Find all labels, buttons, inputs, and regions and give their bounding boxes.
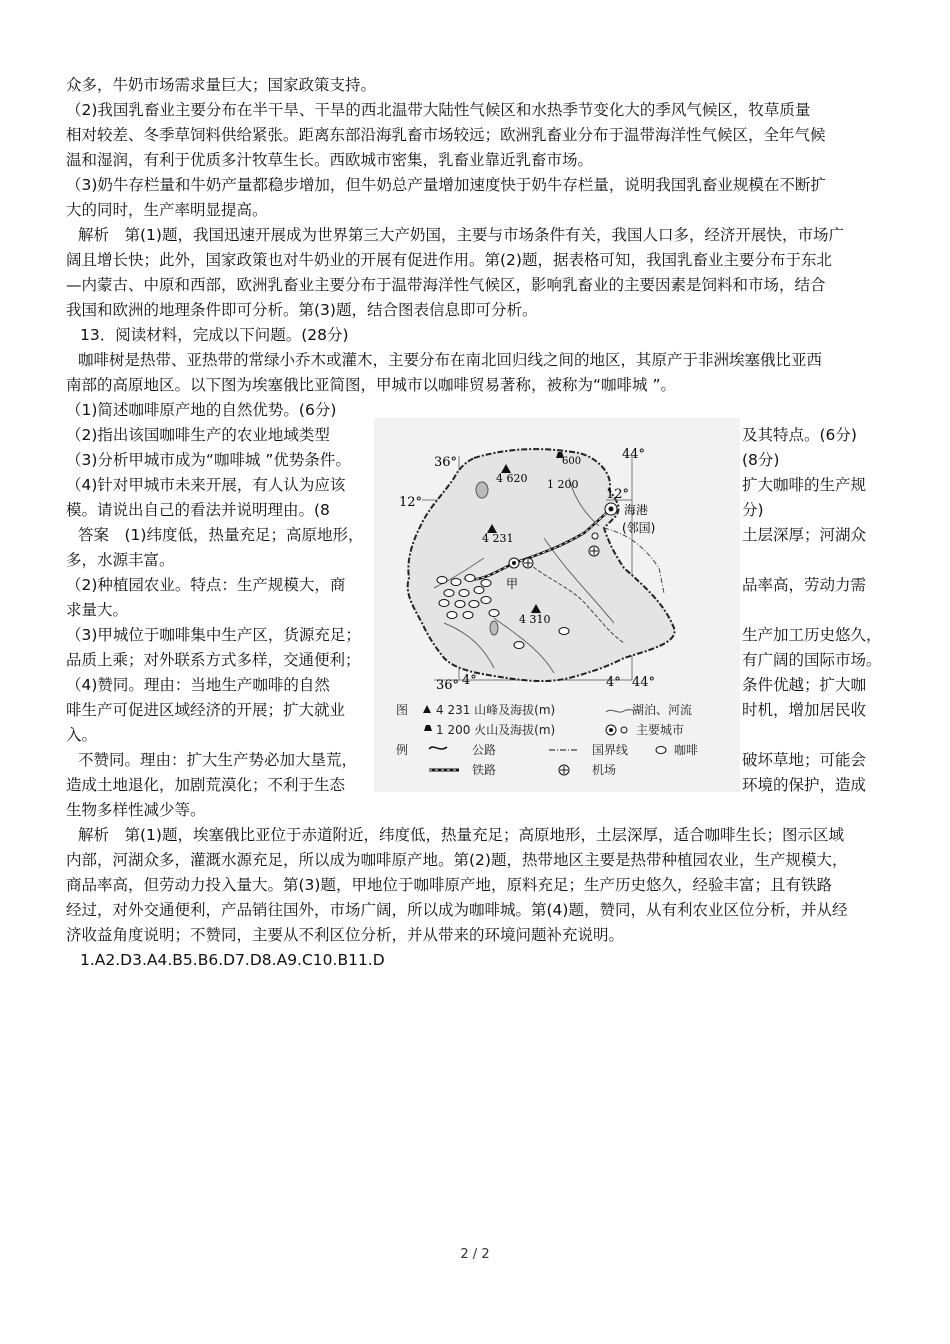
coffee-icon [469, 601, 479, 608]
text-line: 众多，牛奶市场需求量巨大；国家政策支持。 [66, 76, 377, 94]
answer-line: 品质上乘；对外联系方式多样，交通便利； [66, 651, 361, 669]
text-line: 我国和欧洲的地理条件即可分析。第(3)题，结合图表信息即可分析。 [66, 301, 538, 319]
lake [476, 482, 488, 498]
legend-border: 国界线 [592, 743, 629, 757]
question-title: 13．阅读材料，完成以下问题。(28分) [80, 326, 349, 344]
text-line: 温和湿润，有利于优质多汁牧草生长。西欧城市密集，乳畜业靠近乳畜市场。 [66, 151, 594, 169]
lat-label: 4° [606, 675, 621, 690]
answer-key: 1.A2.D3.A4.B5.B6.D7.D8.A9.C10.B11.D [80, 951, 385, 969]
volcano-elevation: 1 200 [547, 478, 579, 491]
legend-city-dot [609, 728, 613, 732]
answer-line: 不赞同。理由：扩大生产势必加大垦荒， [78, 751, 358, 769]
coffee-icon [489, 610, 499, 617]
coffee-icon [463, 612, 473, 619]
coffee-icon [465, 575, 475, 582]
legend-coffee: 咖啡 [674, 743, 699, 757]
answer-line: 造成土地退化，加剧荒漠化；不利于生态 [66, 776, 346, 794]
map-svg [374, 418, 740, 792]
sub-question: （3)分析甲城市成为“咖啡城 ”优势条件。 [66, 451, 351, 469]
sub-question-cont: 分) [742, 501, 764, 519]
answer-line: （2)种植园农业。特点：生产规模大，商 [66, 576, 346, 594]
answer-line-cont: 品率高，劳动力需 [742, 576, 867, 594]
analysis-line: 济收益角度说明；不赞同，主要从不利区位分析，并从带来的环境问题补充说明。 [66, 926, 625, 944]
legend-title-1: 图 [396, 703, 409, 717]
sub-question-cont: 扩大咖啡的生产规 [742, 476, 867, 494]
sub-question: （1)简述咖啡原产地的自然优势。(6分) [66, 401, 337, 419]
answer-line-cont: 时机，增加居民收 [742, 701, 867, 719]
answer-line-cont: 生产加工历史悠久， [742, 626, 882, 644]
text-line: 阔且增长快；此外，国家政策也对牛奶业的开展有促进作用。第(2)题，据表格可知，我国乳畜业主要分布于东北 [66, 251, 832, 269]
lake [490, 621, 498, 635]
legend-road: 公路 [472, 743, 497, 757]
answer-line: 啡生产可促进区域经济的开展；扩大就业 [66, 701, 346, 719]
analysis-line: 经过，对外交通便利，产品销往国外，市场广阔，所以成为咖啡城。第(4)题，赞同，从有利农业区位分析，并从经 [66, 901, 848, 919]
city-icon [592, 533, 598, 539]
coffee-icon [455, 601, 465, 608]
analysis-line: 解析 第(1)题，埃塞俄比亚位于赤道附近，纬度低，热量充足；高原地形，土层深厚，适合咖啡生长；图示区域 [78, 826, 844, 844]
legend-coffee-icon [656, 747, 666, 754]
analysis-line: 内部，河湖众多，灌溉水源充足，所以成为咖啡原产地。第(2)题，热带地区主要是热带种植园农业，生产规模大， [66, 851, 848, 869]
coffee-icon [459, 590, 469, 597]
coffee-icon [439, 600, 449, 607]
volcano-label: 600 [562, 456, 582, 467]
lat-label: 12° [399, 495, 423, 510]
coffee-icon [559, 628, 569, 635]
legend-title-2: 例 [396, 743, 409, 757]
page-number: 2 / 2 [460, 1247, 490, 1262]
lon-label: 36° [436, 678, 460, 693]
port-city-dot [609, 507, 614, 512]
lon-label: 44° [622, 447, 646, 462]
text-line: 咖啡树是热带、亚热带的常绿小乔木或灌木，主要分布在南北回归线之间的地区，其原产于非洲埃塞俄比亚西 [78, 351, 823, 369]
sub-question-cont: 及其特点。(6分) [742, 426, 857, 444]
text-line: —内蒙古、中原和西部，欧洲乳畜业主要分布于温带海洋性气候区，影响乳畜业的主要因素是饲料和市场，结合 [66, 276, 826, 294]
sub-question: 模。请说出自己的看法并说明理由。(8 [66, 501, 330, 519]
legend-peak: 4 231 山峰及海拔(m) [436, 703, 556, 717]
text-line: （3)奶牛存栏量和牛奶产量都稳步增加，但牛奶总产量增加速度快于奶牛存栏量，说明我国乳畜业规模在不断扩 [66, 176, 826, 194]
peak-label: 4 620 [496, 472, 528, 485]
coffee-icon [481, 597, 491, 604]
lat-label: 12° [606, 487, 630, 502]
coffee-icon [447, 612, 457, 619]
coffee-icon [474, 587, 484, 594]
analysis-line: 商品率高，但劳动力投入量大。第(3)题，甲地位于咖啡原产地，原料充足；生产历史悠久，经验丰富；且有铁路 [66, 876, 832, 894]
sub-question-cont: (8分) [742, 451, 780, 469]
legend-city: 主要城市 [636, 723, 685, 737]
coffee-icon [514, 642, 524, 649]
legend-rail: 铁路 [472, 763, 497, 777]
sub-question: （4)针对甲城市未来开展，有人认为应该 [66, 476, 346, 494]
answer-line-cont: 破坏草地；可能会 [742, 751, 867, 769]
text-line: （2)我国乳畜业主要分布在半干旱、干旱的西北温带大陆性气候区和水热季节变化大的季风气候区，牧草质量 [66, 101, 811, 119]
answer-line: （4)赞同。理由：当地生产咖啡的自然 [66, 676, 330, 694]
legend-city-small-icon [621, 727, 627, 733]
port-note: (邻国) [622, 521, 656, 535]
text-line: 大的同时，生产率明显提高。 [66, 201, 268, 219]
peak-label: 4 310 [519, 613, 551, 626]
analysis-line: 解析 第(1)题，我国迅速开展成为世界第三大产奶国，主要与市场条件有关，我国人口多，经济开展快，市场广 [78, 226, 844, 244]
sub-question: （2)指出该国咖啡生产的农业地域类型 [66, 426, 330, 444]
answer-line: 求量大。 [66, 601, 129, 619]
answer-line: 多，水源丰富。 [66, 551, 175, 569]
lon-label: 36° [434, 455, 458, 470]
answer-line-cont: 土层深厚；河湖众 [742, 526, 867, 544]
answer-line: （3)甲城位于咖啡集中生产区，货源充足； [66, 626, 361, 644]
answer-line: 生物多样性减少等。 [66, 801, 206, 819]
answer-line-cont: 有广阔的国际市场。 [742, 651, 882, 669]
legend-airport: 机场 [592, 763, 617, 777]
legend-volcano: 1 200 火山及海拔(m) [436, 723, 556, 737]
answer-line: 答案 (1)纬度低，热量充足；高原地形， [78, 526, 364, 544]
answer-line: 入。 [66, 726, 98, 744]
lat-label: 4° [462, 673, 477, 688]
city-jia-dot [512, 561, 516, 565]
peak-label: 4 231 [482, 532, 514, 545]
port-label: 海港 [624, 503, 649, 517]
coffee-icon [481, 580, 491, 587]
answer-line-cont: 条件优越；扩大咖 [742, 676, 867, 694]
coffee-icon [444, 590, 454, 597]
ethiopia-map [374, 418, 740, 792]
city-jia-label: 甲 [506, 577, 519, 591]
coffee-icon [437, 577, 447, 584]
legend-lake: 湖泊、河流 [632, 703, 693, 717]
text-line: 相对较差、冬季草饲料供给紧张。距离东部沿海乳畜市场较远；欧洲乳畜业分布于温带海洋性气候区，全年气候 [66, 126, 826, 144]
lon-label: 44° [632, 675, 656, 690]
text-line: 南部的高原地区。以下图为埃塞俄比亚简图，甲城市以咖啡贸易著称，被称为“咖啡城 ”。 [66, 376, 676, 394]
answer-line-cont: 环境的保护，造成 [742, 776, 867, 794]
coffee-icon [451, 579, 461, 586]
